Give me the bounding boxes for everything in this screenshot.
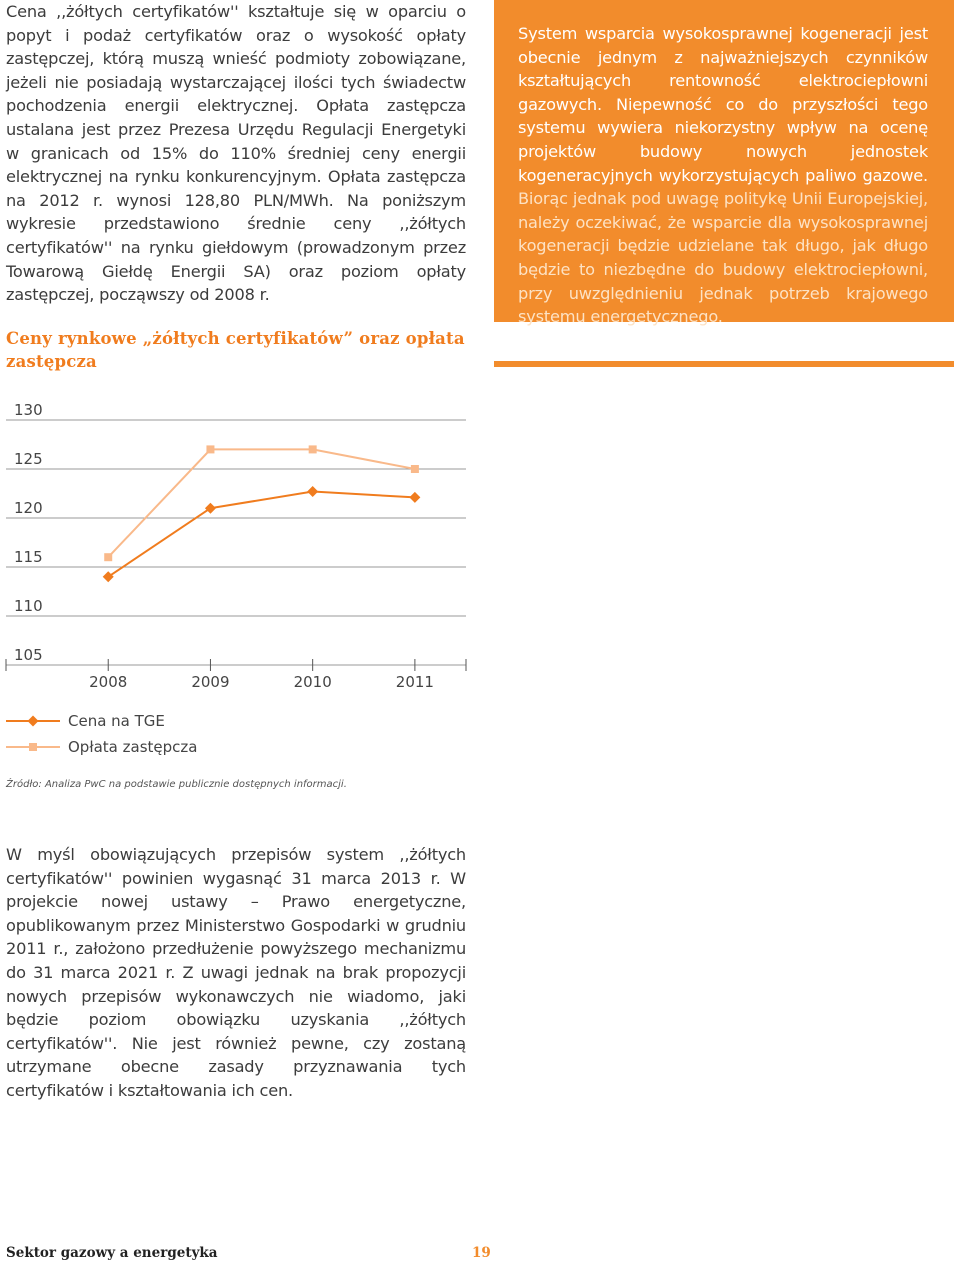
data-point-diamond [409,492,420,503]
sidebar-text-part2: Biorąc jednak pod uwagę politykę Unii Europejskiej, należy oczekiwać, że wsparcie dla wysokosprawnej kogeneracji będzie udzielane tak długo, jak długo będzie to niezbędne do budowy elektrociepłowni, przy uwzględnieniu jednak potrzeb krajowego systemu energetycznego. [518,189,928,327]
footer-page-number: 19 [472,1245,491,1261]
series-cena-na-tge [103,486,421,582]
legend-item [6,738,197,756]
data-point-diamond [103,571,114,582]
data-point-square [411,465,419,473]
y-tick-label: 125 [14,450,43,468]
y-tick-label: 115 [14,548,43,566]
x-tick-label: 2009 [191,673,230,691]
sidebar-text [518,22,928,329]
chart-title: Ceny rynkowe „żółtych certyfikatów” oraz opłata zastępcza [6,329,465,371]
series-line [108,492,415,577]
footer-section-title: Sektor gazowy a energetyka [6,1245,218,1261]
series-op-ata-zast-pcza [104,445,419,561]
y-tick-label: 120 [14,499,43,517]
y-tick-label: 105 [14,646,43,664]
x-tick-label: 2010 [293,673,332,691]
legend-label: Cena na TGE [68,712,165,730]
intro-paragraph: Cena ,,żółtych certyfikatów'' kształtuje się w oparciu o popyt i podaż certyfikatów oraz o wysokość opłaty zastępczej, którą muszą wnieść podmioty zobowiązane, jeżeli nie posiadają wystarczającej ilości tych świadectw pochodzenia energii elektrycznej. Opłata zastępcza ustalana jest przez Prezesa Urzędu Regulacji Energetyki w granicach od 15% do 110% średniej ceny energii elektrycznej na rynku konkurencyjnym. Opłata zastępcza na 2012 r. wynosi 128,80 PLN/MWh. Na poniższym wykresie przedstawiono średnie ceny ,,żółtych certyfikatów'' na rynku giełdowym (prowadzonym przez Towarową Giełdę Energii SA) oraz poziom opłaty zastępczej, począwszy od 2008 r. [6,2,466,305]
x-tick-label: 2008 [89,673,128,691]
data-point-square [29,743,37,751]
sidebar-rule [494,361,954,367]
data-point-diamond [28,716,39,727]
data-point-square [104,553,112,561]
x-tick-label: 2011 [395,673,434,691]
line-chart [0,390,480,770]
data-point-square [206,445,214,453]
source-note: Źródło: Analiza PwC na podstawie publicznie dostępnych informacji. [6,779,347,790]
expiry-paragraph: W myśl obowiązujących przepisów system ,,żółtych certyfikatów'' powinien wygasnąć 31 marca 2013 r. W projekcie nowej ustawy – Prawo energetyczne, opublikowanym przez Ministerstwo Gospodarki w grudniu 2011 r., założono przedłużenie powyższego mechanizmu do 31 marca 2021 r. Z uwagi jednak na brak propozycji nowych przepisów wykonawczych nie wiadomo, jaki będzie poziom obowiązku uzyskania ,,żółtych certyfikatów''. Nie jest również pewne, czy zostaną utrzymane obecne zasady przyznawania tych certyfikatów i kształtowania ich cen. [6,845,466,1100]
sidebar-text-part1: System wsparcia wysokosprawnej kogeneracji jest obecnie jednym z najważniejszych czynników kształtujących rentowność elektrociepłowni gazowych. Niepewność co do przyszłości tego systemu wywiera niekorzystny wpływ na ocenę projektów budowy nowych jednostek kogeneracyjnych wykorzystujących paliwo gazowe. [518,24,928,185]
data-point-diamond [205,503,216,514]
data-point-square [309,445,317,453]
series-line [108,449,415,557]
legend-label: Opłata zastępcza [68,738,198,756]
data-point-diamond [307,486,318,497]
y-tick-label: 110 [14,597,43,615]
legend-item [6,712,165,730]
y-tick-label: 130 [14,401,43,419]
